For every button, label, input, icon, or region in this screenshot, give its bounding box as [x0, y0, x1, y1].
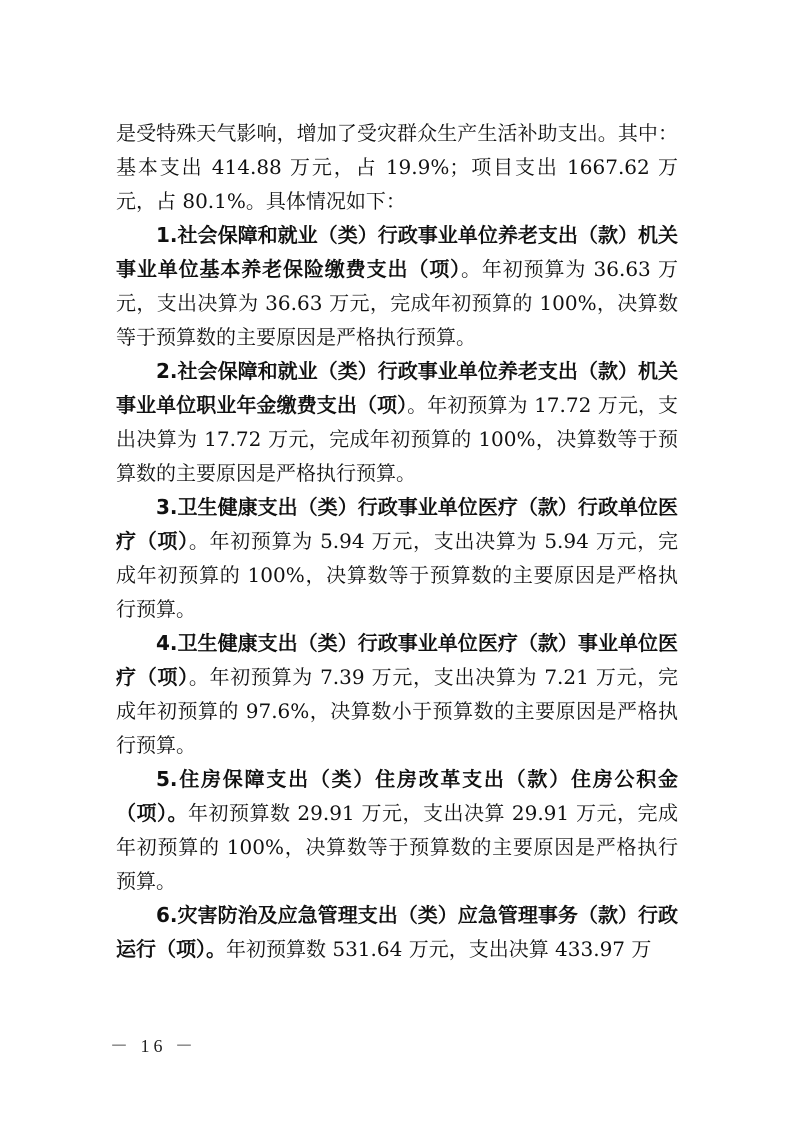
paragraph-item-2: [116, 354, 678, 490]
item-heading: 4.卫生健康支出（类）行政事业单位医疗（款）事业单位医疗（项）: [116, 631, 678, 689]
item-text: 。年初预算为 5.94 万元，支出决算为 5.94 万元，完成年初预算的 100%，决算数等于预算数的主要原因是严格执行预算。: [116, 529, 679, 621]
item-heading: 6.灾害防治及应急管理支出（类）应急管理事务（款）行政运行（项）。: [116, 903, 678, 961]
item-heading: 1.社会保障和就业（类）行政事业单位养老支出（款）机关事业单位基本养老保险缴费支出（项）: [116, 223, 678, 281]
item-heading: 3.卫生健康支出（类）行政事业单位医疗（款）行政单位医疗（项）: [116, 495, 678, 553]
item-text: 。年初预算为 17.72 万元，支出决算为 17.72 万元，完成年初预算的 100%，决算数等于预算数的主要原因是严格执行预算。: [116, 393, 678, 485]
document-body: [116, 116, 678, 966]
paragraph-text: 是受特殊天气影响，增加了受灾群众生产生活补助支出。其中：基本支出 414.88 万元，占 19.9%；项目支出 1667.62 万元，占 80.1%。具体情况如下：: [116, 121, 678, 213]
item-text: 。年初预算为 7.39 万元，支出决算为 7.21 万元，完成年初预算的 97.6%，决算数小于预算数的主要原因是严格执行预算。: [116, 665, 679, 757]
paragraph-item-4: [116, 626, 678, 762]
paragraph-item-1: [116, 218, 678, 354]
paragraph-item-5: [116, 762, 678, 898]
item-text: 年初预算数 531.64 万元，支出决算 433.97 万: [226, 937, 652, 961]
item-text: 。年初预算为 36.63 万元，支出决算为 36.63 万元，完成年初预算的 100%，决算数等于预算数的主要原因是严格执行预算。: [116, 257, 679, 349]
paragraph-item-3: [116, 490, 678, 626]
paragraph-item-6: [116, 898, 678, 966]
paragraph-intro: [116, 116, 678, 218]
item-heading: 5.住房保障支出（类）住房改革支出（款）住房公积金（项）。: [116, 767, 678, 825]
item-text: 年初预算数 29.91 万元，支出决算 29.91 万元，完成年初预算的 100%，决算数等于预算数的主要原因是严格执行预算。: [116, 801, 678, 893]
page-number: － 16 －: [110, 1036, 197, 1056]
item-heading: 2.社会保障和就业（类）行政事业单位养老支出（款）机关事业单位职业年金缴费支出（项）: [116, 359, 678, 417]
